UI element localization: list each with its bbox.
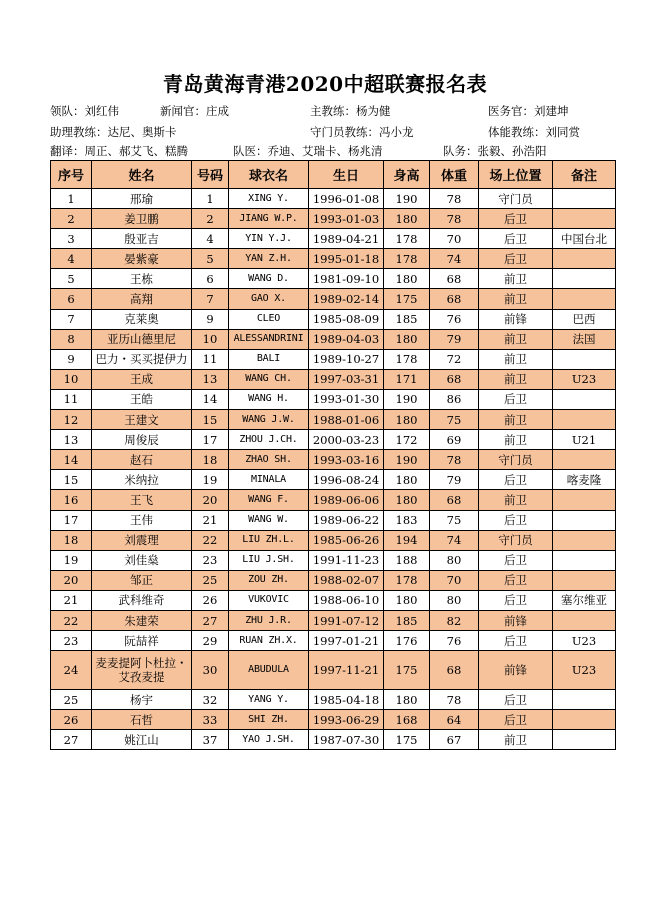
cell-shirt-number: 1 xyxy=(192,189,229,209)
cell-shirt-name: BALI xyxy=(229,349,309,369)
cell-height: 175 xyxy=(384,651,430,690)
cell-birthday: 1989-04-21 xyxy=(309,229,384,249)
cell-notes: U23 xyxy=(553,651,616,690)
cell-notes xyxy=(553,209,616,229)
cell-birthday: 1993-06-29 xyxy=(309,710,384,730)
header-name: 姓名 xyxy=(92,161,192,189)
cell-notes xyxy=(553,690,616,710)
header-shirt-number: 号码 xyxy=(192,161,229,189)
cell-notes: 中国台北 xyxy=(553,229,616,249)
cell-number: 11 xyxy=(51,389,92,409)
cell-shirt-name: CLEO xyxy=(229,309,309,329)
cell-shirt-number: 25 xyxy=(192,570,229,590)
cell-name: 克莱奥 xyxy=(92,309,192,329)
staff-leader: 领队：刘红伟 xyxy=(50,104,119,118)
cell-name: 王飞 xyxy=(92,490,192,510)
cell-name: 周俊辰 xyxy=(92,430,192,450)
cell-name: 王建文 xyxy=(92,410,192,430)
cell-name: 阮喆祥 xyxy=(92,631,192,651)
cell-shirt-number: 32 xyxy=(192,690,229,710)
cell-birthday: 1985-04-18 xyxy=(309,690,384,710)
header-birthday: 生日 xyxy=(309,161,384,189)
cell-birthday: 1997-01-21 xyxy=(309,631,384,651)
cell-height: 180 xyxy=(384,490,430,510)
cell-birthday: 2000-03-23 xyxy=(309,430,384,450)
cell-shirt-name: WANG J.W. xyxy=(229,410,309,430)
table-header-row xyxy=(51,161,616,189)
cell-position: 后卫 xyxy=(479,389,553,409)
cell-birthday: 1989-06-22 xyxy=(309,510,384,530)
cell-height: 178 xyxy=(384,570,430,590)
staff-press-officer: 新闻官：庄成 xyxy=(160,104,229,118)
cell-position: 后卫 xyxy=(479,631,553,651)
cell-shirt-name: MINALA xyxy=(229,470,309,490)
cell-shirt-number: 7 xyxy=(192,289,229,309)
cell-name: 亚历山德里尼 xyxy=(92,329,192,349)
cell-weight: 75 xyxy=(430,410,479,430)
cell-height: 190 xyxy=(384,389,430,409)
cell-name: 邹正 xyxy=(92,570,192,590)
cell-position: 后卫 xyxy=(479,229,553,249)
header-position: 场上位置 xyxy=(479,161,553,189)
cell-weight: 74 xyxy=(430,530,479,550)
cell-name: 姚江山 xyxy=(92,730,192,750)
table-row xyxy=(51,249,616,269)
table-row xyxy=(51,470,616,490)
cell-height: 180 xyxy=(384,329,430,349)
cell-name: 巴力・买买提伊力 xyxy=(92,349,192,369)
cell-name: 王成 xyxy=(92,369,192,389)
cell-shirt-name: XING Y. xyxy=(229,189,309,209)
cell-name: 杨宇 xyxy=(92,690,192,710)
cell-shirt-name: YAO J.SH. xyxy=(229,730,309,750)
cell-height: 175 xyxy=(384,730,430,750)
cell-height: 180 xyxy=(384,690,430,710)
cell-shirt-name: WANG H. xyxy=(229,389,309,409)
staff-info xyxy=(0,0,650,160)
cell-weight: 70 xyxy=(430,229,479,249)
cell-notes: U23 xyxy=(553,369,616,389)
cell-shirt-name: ZOU ZH. xyxy=(229,570,309,590)
cell-shirt-number: 30 xyxy=(192,651,229,690)
cell-shirt-name: JIANG W.P. xyxy=(229,209,309,229)
cell-notes xyxy=(553,349,616,369)
cell-weight: 79 xyxy=(430,470,479,490)
cell-number: 15 xyxy=(51,470,92,490)
cell-weight: 76 xyxy=(430,309,479,329)
cell-notes: U23 xyxy=(553,631,616,651)
cell-shirt-number: 19 xyxy=(192,470,229,490)
cell-shirt-name: YANG Y. xyxy=(229,690,309,710)
cell-position: 前卫 xyxy=(479,269,553,289)
cell-shirt-number: 5 xyxy=(192,249,229,269)
cell-height: 178 xyxy=(384,349,430,369)
table-row xyxy=(51,369,616,389)
cell-number: 24 xyxy=(51,651,92,690)
cell-number: 16 xyxy=(51,490,92,510)
cell-weight: 82 xyxy=(430,610,479,630)
cell-notes xyxy=(553,410,616,430)
staff-goalkeeper-coach: 守门员教练：冯小龙 xyxy=(310,125,414,139)
cell-notes xyxy=(553,730,616,750)
cell-notes xyxy=(553,189,616,209)
cell-number: 7 xyxy=(51,309,92,329)
cell-notes: 塞尔维亚 xyxy=(553,590,616,610)
cell-shirt-name: ALESSANDRINI xyxy=(229,329,309,349)
cell-number: 4 xyxy=(51,249,92,269)
table-row xyxy=(51,189,616,209)
cell-number: 17 xyxy=(51,510,92,530)
cell-shirt-name: WANG F. xyxy=(229,490,309,510)
cell-weight: 78 xyxy=(430,189,479,209)
cell-notes xyxy=(553,249,616,269)
cell-birthday: 1993-03-16 xyxy=(309,450,384,470)
cell-number: 23 xyxy=(51,631,92,651)
cell-position: 后卫 xyxy=(479,570,553,590)
cell-birthday: 1996-08-24 xyxy=(309,470,384,490)
table-row xyxy=(51,651,616,690)
cell-shirt-number: 2 xyxy=(192,209,229,229)
cell-notes: 喀麦隆 xyxy=(553,470,616,490)
cell-shirt-name: WANG W. xyxy=(229,510,309,530)
table-row xyxy=(51,530,616,550)
staff-team-doctor: 队医：乔迪、艾瑞卡、杨兆清 xyxy=(233,144,383,158)
header-height: 身高 xyxy=(384,161,430,189)
cell-position: 前锋 xyxy=(479,610,553,630)
cell-shirt-number: 11 xyxy=(192,349,229,369)
cell-birthday: 1989-02-14 xyxy=(309,289,384,309)
cell-weight: 72 xyxy=(430,349,479,369)
cell-name: 王栋 xyxy=(92,269,192,289)
cell-shirt-number: 6 xyxy=(192,269,229,289)
cell-birthday: 1985-06-26 xyxy=(309,530,384,550)
table-row xyxy=(51,550,616,570)
cell-position: 守门员 xyxy=(479,189,553,209)
cell-birthday: 1991-07-12 xyxy=(309,610,384,630)
cell-number: 5 xyxy=(51,269,92,289)
cell-shirt-number: 18 xyxy=(192,450,229,470)
cell-shirt-name: SHI ZH. xyxy=(229,710,309,730)
cell-height: 171 xyxy=(384,369,430,389)
cell-number: 6 xyxy=(51,289,92,309)
cell-name: 高翔 xyxy=(92,289,192,309)
cell-notes xyxy=(553,570,616,590)
cell-shirt-name: ZHOU J.CH. xyxy=(229,430,309,450)
table-row xyxy=(51,450,616,470)
cell-birthday: 1997-11-21 xyxy=(309,651,384,690)
cell-notes: U21 xyxy=(553,430,616,450)
cell-height: 168 xyxy=(384,710,430,730)
cell-shirt-number: 27 xyxy=(192,610,229,630)
cell-name: 刘震理 xyxy=(92,530,192,550)
cell-height: 176 xyxy=(384,631,430,651)
cell-position: 前卫 xyxy=(479,369,553,389)
staff-medical-officer: 医务官：刘建坤 xyxy=(488,104,569,118)
cell-position: 后卫 xyxy=(479,510,553,530)
cell-notes xyxy=(553,510,616,530)
cell-number: 13 xyxy=(51,430,92,450)
cell-shirt-name: GAO X. xyxy=(229,289,309,309)
cell-name: 晏紫豪 xyxy=(92,249,192,269)
cell-weight: 68 xyxy=(430,269,479,289)
table-row xyxy=(51,289,616,309)
cell-name: 王伟 xyxy=(92,510,192,530)
cell-number: 19 xyxy=(51,550,92,570)
cell-position: 前卫 xyxy=(479,329,553,349)
header-number: 序号 xyxy=(51,161,92,189)
cell-weight: 68 xyxy=(430,289,479,309)
cell-notes xyxy=(553,550,616,570)
cell-number: 3 xyxy=(51,229,92,249)
roster-table xyxy=(50,160,616,750)
cell-position: 前卫 xyxy=(479,410,553,430)
cell-shirt-number: 17 xyxy=(192,430,229,450)
cell-birthday: 1988-01-06 xyxy=(309,410,384,430)
cell-shirt-name: ZHU J.R. xyxy=(229,610,309,630)
cell-shirt-number: 13 xyxy=(192,369,229,389)
cell-number: 9 xyxy=(51,349,92,369)
cell-position: 后卫 xyxy=(479,710,553,730)
cell-weight: 68 xyxy=(430,651,479,690)
table-row xyxy=(51,490,616,510)
table-row xyxy=(51,410,616,430)
cell-name: 赵石 xyxy=(92,450,192,470)
cell-birthday: 1989-06-06 xyxy=(309,490,384,510)
cell-position: 前锋 xyxy=(479,651,553,690)
cell-position: 前卫 xyxy=(479,289,553,309)
staff-assistant-coach: 助理教练：达尼、奥斯卡 xyxy=(50,125,177,139)
staff-head-coach: 主教练：杨为健 xyxy=(310,104,391,118)
cell-height: 190 xyxy=(384,450,430,470)
cell-number: 1 xyxy=(51,189,92,209)
cell-position: 后卫 xyxy=(479,249,553,269)
cell-weight: 67 xyxy=(430,730,479,750)
cell-number: 18 xyxy=(51,530,92,550)
cell-name: 石哲 xyxy=(92,710,192,730)
cell-shirt-number: 29 xyxy=(192,631,229,651)
cell-shirt-name: ABUDULA xyxy=(229,651,309,690)
cell-birthday: 1991-11-23 xyxy=(309,550,384,570)
cell-position: 后卫 xyxy=(479,690,553,710)
table-row xyxy=(51,389,616,409)
cell-number: 22 xyxy=(51,610,92,630)
cell-position: 后卫 xyxy=(479,590,553,610)
cell-shirt-number: 9 xyxy=(192,309,229,329)
cell-position: 后卫 xyxy=(479,470,553,490)
cell-shirt-number: 37 xyxy=(192,730,229,750)
cell-notes xyxy=(553,450,616,470)
page-title: 青岛黄海青港2020中超联赛报名表 xyxy=(162,72,488,96)
cell-number: 27 xyxy=(51,730,92,750)
cell-weight: 69 xyxy=(430,430,479,450)
cell-height: 188 xyxy=(384,550,430,570)
header-notes: 备注 xyxy=(553,161,616,189)
cell-name: 武科维奇 xyxy=(92,590,192,610)
table-row xyxy=(51,610,616,630)
cell-shirt-number: 21 xyxy=(192,510,229,530)
cell-height: 178 xyxy=(384,229,430,249)
cell-name: 殷亚吉 xyxy=(92,229,192,249)
cell-height: 172 xyxy=(384,430,430,450)
cell-weight: 76 xyxy=(430,631,479,651)
cell-birthday: 1997-03-31 xyxy=(309,369,384,389)
cell-height: 185 xyxy=(384,610,430,630)
cell-birthday: 1993-01-30 xyxy=(309,389,384,409)
cell-notes xyxy=(553,610,616,630)
cell-position: 前卫 xyxy=(479,730,553,750)
table-row xyxy=(51,570,616,590)
cell-notes xyxy=(553,289,616,309)
table-row xyxy=(51,209,616,229)
cell-weight: 78 xyxy=(430,450,479,470)
cell-name: 王皓 xyxy=(92,389,192,409)
cell-name: 米纳拉 xyxy=(92,470,192,490)
cell-number: 14 xyxy=(51,450,92,470)
cell-shirt-name: YIN Y.J. xyxy=(229,229,309,249)
cell-height: 175 xyxy=(384,289,430,309)
cell-position: 守门员 xyxy=(479,530,553,550)
cell-name: 麦麦提阿卜杜拉・艾孜麦提 xyxy=(92,651,192,690)
cell-name: 邢瑜 xyxy=(92,189,192,209)
cell-weight: 70 xyxy=(430,570,479,590)
cell-birthday: 1989-10-27 xyxy=(309,349,384,369)
cell-height: 180 xyxy=(384,410,430,430)
cell-shirt-number: 10 xyxy=(192,329,229,349)
cell-weight: 78 xyxy=(430,690,479,710)
cell-notes xyxy=(553,530,616,550)
cell-shirt-name: LIU J.SH. xyxy=(229,550,309,570)
cell-birthday: 1981-09-10 xyxy=(309,269,384,289)
staff-fitness-coach: 体能教练：刘同赏 xyxy=(488,125,580,139)
cell-weight: 68 xyxy=(430,490,479,510)
cell-shirt-name: VUKOVIC xyxy=(229,590,309,610)
cell-birthday: 1989-04-03 xyxy=(309,329,384,349)
cell-height: 180 xyxy=(384,209,430,229)
cell-number: 10 xyxy=(51,369,92,389)
cell-weight: 64 xyxy=(430,710,479,730)
cell-shirt-name: YAN Z.H. xyxy=(229,249,309,269)
cell-shirt-name: WANG D. xyxy=(229,269,309,289)
cell-weight: 75 xyxy=(430,510,479,530)
cell-number: 2 xyxy=(51,209,92,229)
cell-weight: 74 xyxy=(430,249,479,269)
cell-weight: 68 xyxy=(430,369,479,389)
cell-shirt-number: 22 xyxy=(192,530,229,550)
cell-notes: 巴西 xyxy=(553,309,616,329)
cell-position: 前卫 xyxy=(479,349,553,369)
staff-team-manager: 队务：张毅、孙浩阳 xyxy=(443,144,547,158)
cell-height: 178 xyxy=(384,249,430,269)
cell-birthday: 1985-08-09 xyxy=(309,309,384,329)
table-row xyxy=(51,309,616,329)
cell-height: 183 xyxy=(384,510,430,530)
table-row xyxy=(51,229,616,249)
table-row xyxy=(51,690,616,710)
cell-weight: 80 xyxy=(430,550,479,570)
staff-translator: 翻译：周正、郝艾飞、糕腾 xyxy=(50,144,188,158)
table-row xyxy=(51,430,616,450)
cell-height: 185 xyxy=(384,309,430,329)
cell-position: 前卫 xyxy=(479,430,553,450)
cell-number: 12 xyxy=(51,410,92,430)
cell-shirt-number: 23 xyxy=(192,550,229,570)
cell-birthday: 1988-06-10 xyxy=(309,590,384,610)
cell-position: 后卫 xyxy=(479,209,553,229)
cell-height: 190 xyxy=(384,189,430,209)
table-row xyxy=(51,269,616,289)
cell-weight: 78 xyxy=(430,209,479,229)
cell-shirt-number: 15 xyxy=(192,410,229,430)
table-row xyxy=(51,730,616,750)
cell-notes: 法国 xyxy=(553,329,616,349)
cell-number: 25 xyxy=(51,690,92,710)
cell-position: 前卫 xyxy=(479,490,553,510)
table-row xyxy=(51,631,616,651)
cell-name: 朱建荣 xyxy=(92,610,192,630)
table-row xyxy=(51,510,616,530)
cell-shirt-number: 33 xyxy=(192,710,229,730)
table-row xyxy=(51,329,616,349)
cell-position: 守门员 xyxy=(479,450,553,470)
roster-body xyxy=(51,189,616,750)
cell-height: 194 xyxy=(384,530,430,550)
cell-number: 26 xyxy=(51,710,92,730)
cell-notes xyxy=(553,389,616,409)
cell-shirt-name: WANG CH. xyxy=(229,369,309,389)
cell-number: 8 xyxy=(51,329,92,349)
cell-height: 180 xyxy=(384,269,430,289)
cell-position: 前锋 xyxy=(479,309,553,329)
cell-birthday: 1996-01-08 xyxy=(309,189,384,209)
cell-birthday: 1995-01-18 xyxy=(309,249,384,269)
cell-position: 后卫 xyxy=(479,550,553,570)
header-shirt-name: 球衣名 xyxy=(229,161,309,189)
cell-shirt-name: LIU ZH.L. xyxy=(229,530,309,550)
cell-birthday: 1988-02-07 xyxy=(309,570,384,590)
cell-shirt-number: 20 xyxy=(192,490,229,510)
cell-notes xyxy=(553,490,616,510)
cell-shirt-name: ZHAO SH. xyxy=(229,450,309,470)
cell-birthday: 1993-01-03 xyxy=(309,209,384,229)
cell-weight: 86 xyxy=(430,389,479,409)
cell-birthday: 1987-07-30 xyxy=(309,730,384,750)
cell-shirt-number: 14 xyxy=(192,389,229,409)
cell-number: 20 xyxy=(51,570,92,590)
table-row xyxy=(51,590,616,610)
cell-weight: 79 xyxy=(430,329,479,349)
cell-shirt-number: 4 xyxy=(192,229,229,249)
cell-shirt-name: RUAN ZH.X. xyxy=(229,631,309,651)
cell-shirt-number: 26 xyxy=(192,590,229,610)
cell-height: 180 xyxy=(384,590,430,610)
table-row xyxy=(51,349,616,369)
cell-weight: 80 xyxy=(430,590,479,610)
cell-height: 180 xyxy=(384,470,430,490)
cell-number: 21 xyxy=(51,590,92,610)
cell-notes xyxy=(553,269,616,289)
cell-name: 姜卫鹏 xyxy=(92,209,192,229)
table-row xyxy=(51,710,616,730)
header-weight: 体重 xyxy=(430,161,479,189)
cell-notes xyxy=(553,710,616,730)
cell-name: 刘佳燊 xyxy=(92,550,192,570)
